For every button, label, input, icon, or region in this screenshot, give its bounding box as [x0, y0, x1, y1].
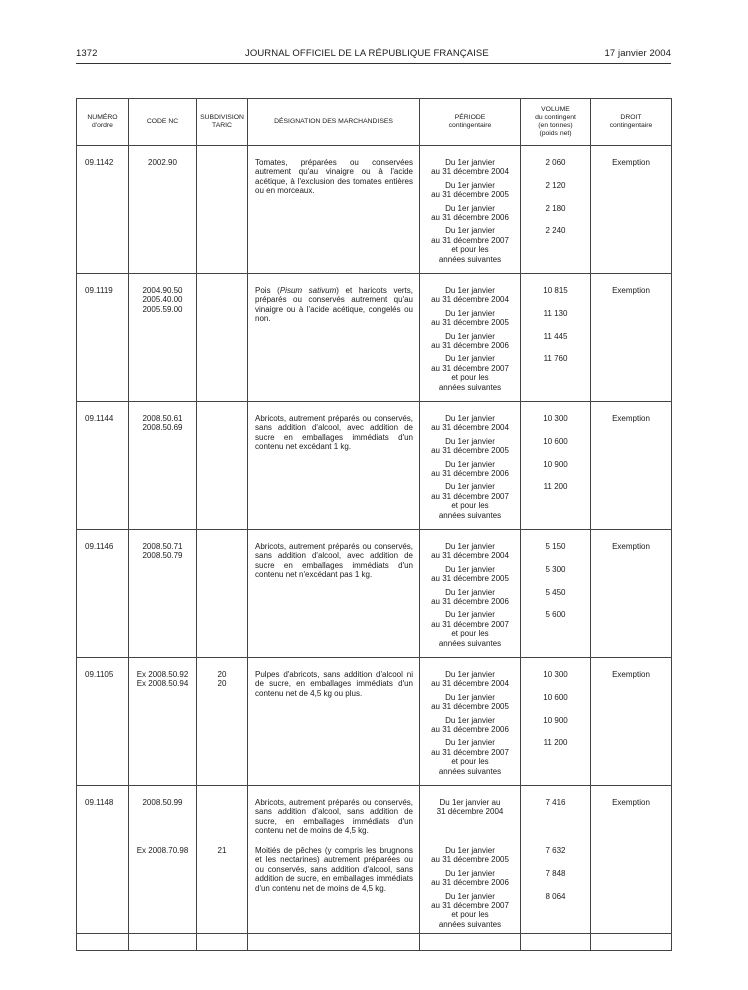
quota-periods [420, 146, 521, 274]
period-line: au 31 décembre 2007 [431, 491, 509, 501]
taric-subdivisions [197, 274, 248, 402]
quota-volume: 5 600 [545, 610, 566, 620]
quota-period [420, 798, 520, 842]
period-line: au 31 décembre 2006 [431, 878, 509, 888]
quota-periods [420, 274, 521, 402]
nc-code: 2002.90 [148, 158, 177, 167]
period-line: Du 1er janvier [445, 203, 495, 213]
period-line: au 31 décembre 2004 [431, 551, 509, 561]
period-line: au 31 décembre 2007 [431, 235, 509, 245]
period-line: Du 1er janvier [445, 542, 495, 551]
table-header-row [77, 99, 672, 146]
page-number: 1372 [76, 48, 98, 59]
quota-duty: Exemption [591, 402, 672, 530]
period-line: au 31 décembre 2005 [431, 318, 509, 328]
order-number: 09.1146 [77, 530, 129, 658]
period-line: Du 1er janvier [445, 846, 495, 855]
period-line: Du 1er janvier [445, 610, 495, 620]
period-line: Du 1er janvier [445, 738, 495, 748]
period-line: Du 1er janvier [445, 459, 495, 469]
quota-volume: 10 600 [543, 436, 568, 446]
quota-period [420, 286, 520, 305]
quota-duty: Exemption [591, 530, 672, 658]
quota-duty: Exemption [591, 274, 672, 402]
period-line: au 31 décembre 2006 [431, 725, 509, 735]
order-number: 09.1142 [77, 146, 129, 274]
nc-code: 2005.40.00 [142, 295, 183, 305]
quota-duty: Exemption [591, 658, 672, 786]
taric-code: 20 [217, 670, 227, 679]
quota-volumes [521, 274, 591, 402]
nc-codes [129, 786, 197, 934]
quota-period [420, 693, 520, 712]
quota-period [420, 588, 520, 607]
period-line: Du 1er janvier [445, 587, 495, 597]
taric-spacer [197, 798, 247, 846]
description-part: Abricots, autrement préparés ou conservés, sans addition d'alcool, sans addition de sucre, en emballages immédiats d'un contenu net de moins de 4,5 kg. [255, 798, 413, 836]
quota-volume: 7 848 [545, 868, 566, 878]
table-row [77, 658, 672, 786]
quota-period [420, 738, 520, 776]
description-part: Pisum sativum [279, 286, 337, 295]
quota-period [420, 846, 520, 865]
period-line: Du 1er janvier [445, 670, 495, 679]
quota-table [76, 98, 672, 951]
quota-period [420, 158, 520, 177]
nc-codes [129, 146, 197, 274]
quota-duty: Exemption [591, 146, 672, 274]
quota-period [420, 354, 520, 392]
period-line: au 31 décembre 2006 [431, 469, 509, 479]
period-line: au 31 décembre 2005 [431, 190, 509, 200]
period-line: Du 1er janvier [445, 180, 495, 190]
period-line: au 31 décembre 2004 [431, 167, 509, 177]
quota-volume: 11 445 [543, 331, 568, 341]
col-header-code: CODE NC [129, 99, 197, 146]
period-line: années suivantes [438, 638, 502, 648]
col-header-periode: PÉRIODE contingentaire [420, 99, 521, 146]
nc-code: 2008.50.61 [142, 414, 183, 423]
period-line: au 31 décembre 2005 [431, 574, 509, 584]
quota-period [420, 716, 520, 735]
quota-volumes [521, 658, 591, 786]
col-header-numero: NUMÉRO d'ordre [77, 99, 129, 146]
nc-code: Ex 2008.50.94 [136, 679, 189, 689]
quota-period [420, 610, 520, 648]
quota-volume: 7 416 [545, 798, 566, 807]
period-line: au 31 décembre 2004 [431, 679, 509, 689]
quota-volume: 11 130 [543, 308, 568, 318]
quota-volume: 5 150 [545, 542, 566, 551]
order-number: 09.1105 [77, 658, 129, 786]
quota-period [420, 670, 520, 689]
goods-description: Abricots, autrement préparés ou conservés, sans addition d'alcool, avec addition de sucre en emballages immédiats d'un contenu net n'excédant pas 1 kg. [248, 530, 420, 658]
table-row [77, 530, 672, 658]
quota-period [420, 181, 520, 200]
period-line: et pour les [451, 373, 489, 383]
goods-description: Abricots, autrement préparés ou conservés, sans addition d'alcool, avec addition de sucre en emballages immédiats d'un contenu net excédant 1 kg. [248, 402, 420, 530]
period-line: et pour les [451, 245, 489, 255]
period-line: Du 1er janvier [445, 482, 495, 492]
description-part: Moitiés de pêches (y compris les brugnons et les nectarines) autrement préparées ou ou conservés, sans addition d'alcool, sans addition de sucre, en emballages immédiats d'un contenu net de moins de 4,5 kg. [255, 846, 413, 893]
quota-period [420, 869, 520, 888]
period-line: Du 1er janvier [445, 354, 495, 364]
col-header-droit: DROIT contingentaire [591, 99, 672, 146]
quota-volume: 10 300 [543, 670, 568, 679]
quota-volume: 2 120 [545, 180, 566, 190]
quota-period [420, 437, 520, 456]
order-number: 09.1144 [77, 402, 129, 530]
nc-code: Ex 2008.70.98 [136, 846, 189, 855]
taric-subdivisions [197, 786, 248, 934]
period-line: au 31 décembre 2006 [431, 597, 509, 607]
period-line: années suivantes [438, 382, 502, 392]
quota-period [420, 414, 520, 433]
quota-periods [420, 530, 521, 658]
period-line: au 31 décembre 2007 [431, 363, 509, 373]
col-header-designation: DÉSIGNATION DES MARCHANDISES [248, 99, 420, 146]
publication-date: 17 janvier 2004 [604, 48, 671, 59]
journal-title: JOURNAL OFFICIEL DE LA RÉPUBLIQUE FRANÇAISE [245, 48, 489, 59]
period-line: Du 1er janvier [445, 692, 495, 702]
taric-code: 20 [217, 679, 227, 689]
quota-volumes [521, 786, 591, 934]
taric-subdivisions [197, 402, 248, 530]
empty-cell [591, 934, 672, 951]
description-part: ) et haricots verts, préparés ou conservés autrement qu'au vinaigre ou à l'acide acétique, congelés ou non. [255, 286, 413, 324]
period-line: Du 1er janvier [445, 891, 495, 901]
taric-subdivisions [197, 530, 248, 658]
goods-description: Tomates, préparées ou conservées autrement qu'au vinaigre ou à l'acide acétique, à l'exclusion des tomates entières ou en morceaux. [248, 146, 420, 274]
period-line: Du 1er janvier au [439, 798, 501, 807]
header-rule [76, 63, 671, 64]
period-line: années suivantes [438, 766, 502, 776]
period-line: au 31 décembre 2004 [431, 295, 509, 305]
period-line: au 31 décembre 2006 [431, 341, 509, 351]
quota-period [420, 482, 520, 520]
period-line: années suivantes [438, 510, 502, 520]
period-line: années suivantes [438, 254, 502, 264]
empty-cell [248, 934, 420, 951]
quota-volume: 7 632 [545, 846, 566, 855]
quota-volumes [521, 530, 591, 658]
table-continuation-row [77, 934, 672, 951]
nc-code: 2008.50.71 [142, 542, 183, 551]
quota-duty: Exemption [591, 786, 672, 934]
period-line: Du 1er janvier [445, 286, 495, 295]
nc-codes [129, 402, 197, 530]
quota-period [420, 204, 520, 223]
order-number: 09.1119 [77, 274, 129, 402]
quota-volume: 11 200 [543, 482, 568, 492]
nc-code: Ex 2008.50.92 [136, 670, 189, 679]
quota-volumes [521, 402, 591, 530]
nc-code: 2008.50.79 [142, 551, 183, 561]
period-line: au 31 décembre 2005 [431, 446, 509, 456]
quota-volume: 2 180 [545, 203, 566, 213]
quota-periods [420, 786, 521, 934]
col-header-subdivision: SUBDIVISION TARIC [197, 99, 248, 146]
period-line: Du 1er janvier [445, 564, 495, 574]
table-row [77, 786, 672, 934]
quota-volume: 10 600 [543, 692, 568, 702]
goods-description [248, 786, 420, 934]
quota-volumes [521, 146, 591, 274]
period-line: au 31 décembre 2005 [431, 702, 509, 712]
period-line: Du 1er janvier [445, 414, 495, 423]
table-row [77, 402, 672, 530]
period-line: au 31 décembre 2004 [431, 423, 509, 433]
taric-subdivisions [197, 658, 248, 786]
quota-period [420, 460, 520, 479]
period-line: et pour les [451, 757, 489, 767]
nc-codes [129, 274, 197, 402]
period-line: Du 1er janvier [445, 868, 495, 878]
quota-volume: 8 064 [545, 891, 566, 901]
period-line: et pour les [451, 501, 489, 511]
nc-code: 2005.59.00 [142, 304, 183, 314]
period-line: Du 1er janvier [445, 436, 495, 446]
quota-volume: 5 300 [545, 564, 566, 574]
quota-period [420, 332, 520, 351]
empty-cell [197, 934, 248, 951]
quota-periods [420, 402, 521, 530]
period-line: au 31 décembre 2005 [431, 855, 509, 865]
quota-volume: 10 300 [543, 414, 568, 423]
period-line: au 31 décembre 2007 [431, 901, 509, 911]
quota-period [420, 892, 520, 930]
nc-codes [129, 530, 197, 658]
period-line: au 31 décembre 2007 [431, 619, 509, 629]
quota-volume: 10 815 [543, 286, 568, 295]
quota-volume: 11 200 [543, 738, 568, 748]
nc-code: 2004.90.50 [142, 286, 183, 295]
quota-volume: 2 240 [545, 226, 566, 236]
nc-codes [129, 658, 197, 786]
taric-code: 21 [217, 846, 227, 855]
quota-volume: 10 900 [543, 459, 568, 469]
period-line: Du 1er janvier [445, 715, 495, 725]
description-part: Pois ( [255, 286, 280, 295]
period-line: 31 décembre 2004 [436, 807, 504, 817]
empty-cell [129, 934, 197, 951]
goods-description: Pulpes d'abricots, sans addition d'alcool ni de sucre, en emballages immédiats d'un contenu net de 4,5 kg ou plus. [248, 658, 420, 786]
nc-code: 2008.50.99 [142, 798, 183, 807]
period-line: au 31 décembre 2007 [431, 747, 509, 757]
empty-cell [420, 934, 521, 951]
col-header-volume: VOLUME du contingent (en tonnes) (poids net) [521, 99, 591, 146]
period-line: années suivantes [438, 919, 502, 929]
quota-volume: 2 060 [545, 158, 566, 167]
table-row [77, 274, 672, 402]
period-line: Du 1er janvier [445, 226, 495, 236]
goods-description [248, 274, 420, 402]
taric-subdivisions [197, 146, 248, 274]
order-number: 09.1148 [77, 786, 129, 934]
quota-volume: 10 900 [543, 715, 568, 725]
quota-period [420, 226, 520, 264]
quota-volume: 5 450 [545, 587, 566, 597]
quota-period [420, 309, 520, 328]
quota-period [420, 542, 520, 561]
empty-cell [521, 934, 591, 951]
quota-period [420, 565, 520, 584]
table-row [77, 146, 672, 274]
period-line: Du 1er janvier [445, 331, 495, 341]
nc-code: 2008.50.69 [142, 423, 183, 433]
period-line: Du 1er janvier [445, 158, 495, 167]
period-line: au 31 décembre 2006 [431, 213, 509, 223]
quota-periods [420, 658, 521, 786]
empty-cell [77, 934, 129, 951]
period-line: et pour les [451, 629, 489, 639]
quota-volume: 11 760 [543, 354, 568, 364]
period-line: Du 1er janvier [445, 308, 495, 318]
period-line: et pour les [451, 910, 489, 920]
